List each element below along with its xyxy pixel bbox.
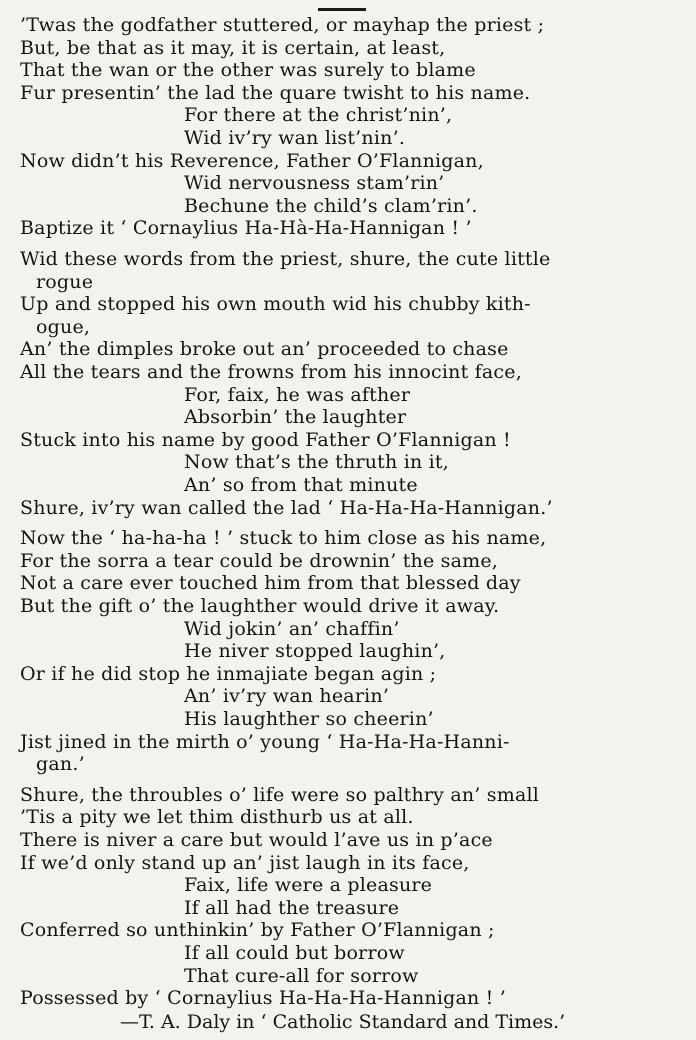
poem-line: rogue xyxy=(36,270,94,293)
poem-line: ’Tis a pity we let thim disthurb us at all. xyxy=(20,806,414,829)
poem-line: Up and stopped his own mouth wid his chubby kith- xyxy=(20,293,531,316)
poem-line: His laughther so cheerin’ xyxy=(184,708,434,730)
poem-line: That the wan or the other was surely to blame xyxy=(20,59,476,82)
poem-line: Baptize it ‘ Cornaylius Ha-Hà-Ha-Hannigan ! ’ xyxy=(20,217,472,240)
poem-line: If all had the treasure xyxy=(184,896,400,919)
poem-line: But the gift o’ the laughther would drive it away. xyxy=(20,595,500,617)
poem-line: Conferred so unthinkin’ by Father O’Flannigan ; xyxy=(20,919,495,942)
poem-line: For, faix, he was afther xyxy=(184,383,411,406)
poem-line: Wid jokin’ an’ chaffin’ xyxy=(184,617,400,640)
poem-line: Wid iv’ry wan list’nin’. xyxy=(184,127,406,149)
poem-line: Shure, the throubles o’ life were so palthry an’ small xyxy=(20,783,540,806)
poem-line: He niver stopped laughin’, xyxy=(184,640,446,663)
poem-line: Possessed by ‘ Cornaylius Ha-Ha-Ha-Hannigan ! ’ xyxy=(20,987,506,1010)
poem-line: ’Twas the godfather stuttered, or mayhap the priest ; xyxy=(20,14,545,36)
poem-line: Jist jined in the mirth o’ young ‘ Ha-Ha-Ha-Hanni- xyxy=(20,730,510,753)
poem-line: Shure, iv’ry wan called the lad ‘ Ha-Ha-Ha-Hannigan.’ xyxy=(20,496,553,519)
poem-line: Or if he did stop he inmajiate began agin ; xyxy=(20,662,437,685)
poem-line: Now the ‘ ha-ha-ha ! ’ stuck to him close as his name, xyxy=(20,527,547,550)
poem-line: There is niver a care but would l’ave us in p’ace xyxy=(20,829,493,851)
poem-line: ogue, xyxy=(36,315,91,338)
poem-line: But, be that as it may, it is certain, at least, xyxy=(20,36,446,59)
top-rule xyxy=(318,8,366,11)
poem-line: Stuck into his name by good Father O’Flannigan ! xyxy=(20,428,511,451)
poem-line: If we’d only stand up an’ jist laugh in its face, xyxy=(20,851,470,874)
poem-line: An’ so from that minute xyxy=(184,474,418,496)
poem-line: Faix, life were a pleasure xyxy=(184,874,433,897)
poem-line: Wid these words from the priest, shure, the cute little xyxy=(20,248,551,270)
poem-line: An’ iv’ry wan hearin’ xyxy=(184,685,390,708)
poem-line: For there at the christ’nin’, xyxy=(184,104,453,127)
poem-line: Fur presentin’ the lad the quare twisht to his name. xyxy=(20,81,531,104)
poem-line: Now that’s the thruth in it, xyxy=(184,451,449,474)
poem-line: Wid nervousness stam’rin’ xyxy=(184,172,445,195)
poem-line: If all could but borrow xyxy=(184,942,405,964)
poem-line: Now didn’t his Reverence, Father O’Flannigan, xyxy=(20,149,484,172)
poem-line: An’ the dimples broke out an’ proceeded to chase xyxy=(20,338,509,361)
poem-line: Absorbin’ the laughter xyxy=(184,406,407,429)
poem-line: gan.’ xyxy=(36,753,85,776)
poem-line: Bechune the child’s clam’rin’. xyxy=(184,194,478,217)
poem-line: All the tears and the frowns from his innocint face, xyxy=(20,361,522,383)
poem-line: That cure-all for sorrow xyxy=(184,964,419,987)
poem-line: For the sorra a tear could be drownin’ the same, xyxy=(20,549,499,572)
attribution: —T. A. Daly in ‘ Catholic Standard and Times.’ xyxy=(120,1010,566,1033)
poem-line: Not a care ever touched him from that blessed day xyxy=(20,572,521,595)
